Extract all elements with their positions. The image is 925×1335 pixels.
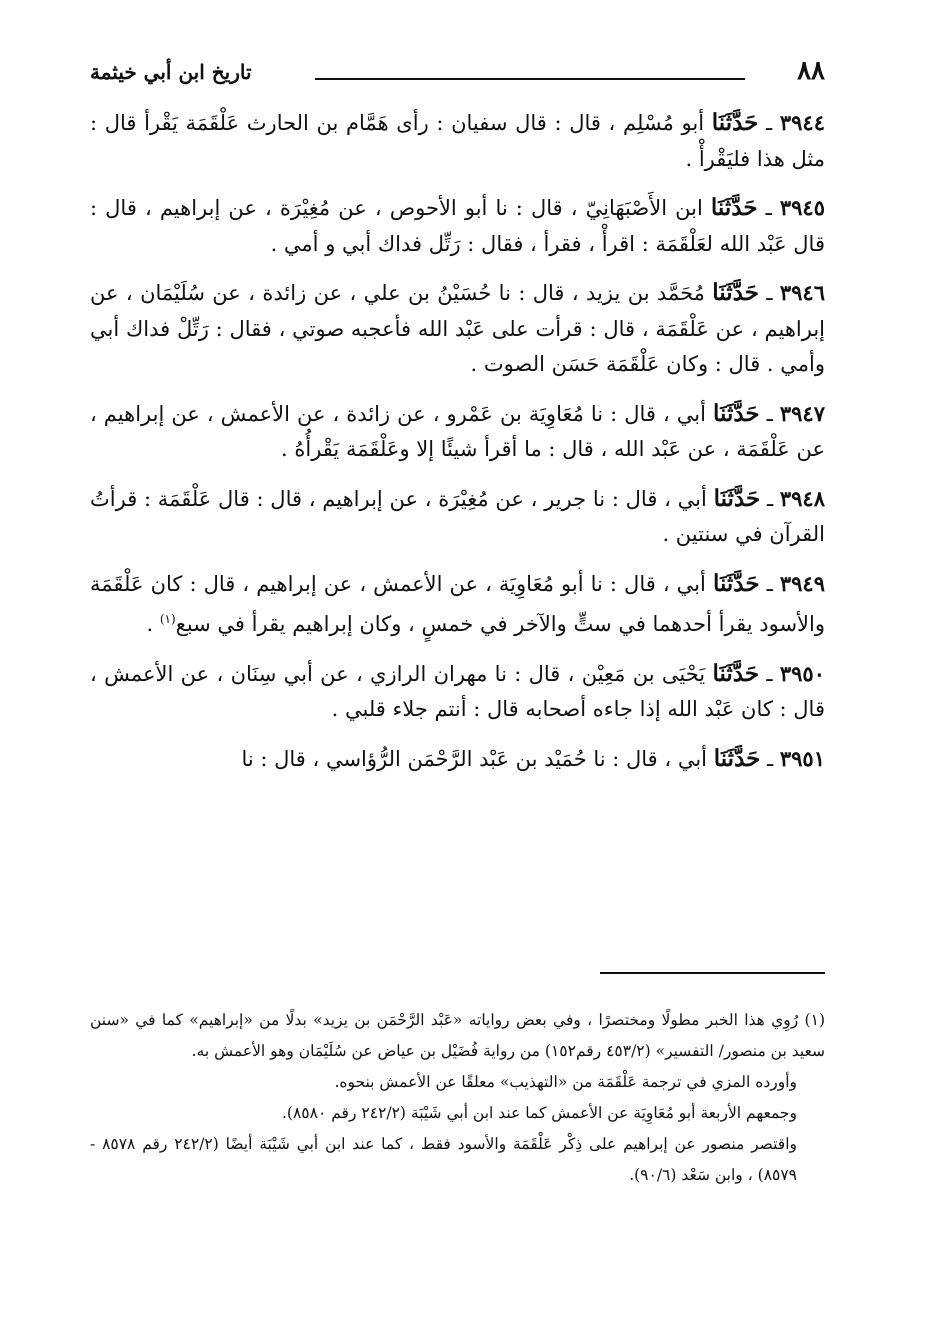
page-header bbox=[90, 56, 825, 96]
entry-text: مُحَمَّد بن يزيد ، قال : نا حُسَيْنُ بن علي ، عن زائدة ، عن سُلَيْمَان ، عن إبراهيم ، عن عَلْقَمَة ، قال : قرأت على عَبْد الله فأعجبه صوتي ، فقال : رَتِّلْ فداك أبي وأمي . قال : وكان عَلْقَمَة حَسَن الصوت . bbox=[90, 281, 825, 376]
hadith-entry: ٣٩٤٥ ـ حَدَّثَنَا ابن الأَصْبَهَانِيّ ، قال : نا أبو الأحوص ، عن مُغِيْرَة ، عن إبراهيم ، قال : قال عَبْد الله لعَلْقَمَة : اقرأْ ، فقرأ ، فقال : رَتِّل فداك أبي و أمي . bbox=[90, 194, 825, 256]
entry-number: ٣٩٤٧ bbox=[779, 400, 825, 426]
footnote-divider bbox=[600, 972, 825, 974]
entry-number: ٣٩٤٨ bbox=[779, 485, 825, 511]
entry-keyword: حَدَّثَنَا bbox=[712, 279, 759, 306]
entry-text: أبي ، قال : نا جرير ، عن مُغِيْرَة ، عن إبراهيم ، قال : قال عَلْقَمَة : قرأتُ القرآن في سنتين . bbox=[90, 486, 825, 546]
entry-text: أبو مُسْلِم ، قال : قال سفيان : رأى هَمَّام بن الحارث عَلْقَمَة يَقْرأ قال : مثل هذا فليَقْرأْ . bbox=[90, 111, 825, 171]
entry-keyword: حَدَّثَنَا bbox=[712, 659, 760, 687]
entry-text: أبي ، قال : نا مُعَاوِيَة بن عَمْرو ، عن زائدة ، عن الأعمش ، عن إبراهيم ، عن عَلْقَمَة ، عن عَبْد الله ، قال : ما أقرأ شيئًا إلا وعَلْقَمَة يَقْرأُهُ . bbox=[90, 401, 825, 461]
entry-number: ٣٩٤٤ bbox=[779, 110, 825, 135]
entry-keyword: حَدَّثَنَا bbox=[711, 109, 759, 136]
entry-keyword: حَدَّثَنَا bbox=[713, 484, 761, 512]
entry-number: ٣٩٥٠ bbox=[779, 660, 825, 686]
footnote-text: وجمعهم الأربعة أبو مُعَاوِيَة عن الأعمش كما عند ابن أبي شَيْبَة (٢٤٢/٢ رقم ٨٥٨٠). bbox=[282, 1104, 797, 1122]
entry-text: يَحْيَى بن مَعِيْن ، قال : نا مهران الرازي ، عن أبي سِنَان ، عن الأعمش ، قال : كان عَبْد الله إذا جاءه أصحابه قال : أنتم جلاء قلبي . bbox=[90, 661, 825, 721]
entry-text: أبي ، قال : نا حُمَيْد بن عَبْد الرَّحْمَن الرُّؤاسي ، قال : نا bbox=[241, 746, 708, 771]
page-number: ٨٨ bbox=[797, 56, 825, 86]
entry-number: ٣٩٥١ bbox=[779, 745, 825, 771]
entry-text: أبي ، قال : نا أبو مُعَاوِيَة ، عن الأعمش ، عن إبراهيم ، قال : كان عَلْقَمَة والأسود يقرأ أحدهما في ستٍّ والآخر في خمسٍ ، وكان إبراهيم يقرأ في سبع bbox=[90, 571, 825, 636]
footnote-text: وأورده المزي في ترجمة عَلْقَمَة من «التهذيب» معلقًا عن الأعمش بنحوه. bbox=[334, 1073, 797, 1091]
hadith-entry: ٣٩٤٦ ـ حَدَّثَنَا مُحَمَّد بن يزيد ، قال : نا حُسَيْنُ بن علي ، عن زائدة ، عن سُلَيْمَان ، عن إبراهيم ، عن عَلْقَمَة ، قال : قرأت على عَبْد الله فأعجبه صوتي ، فقال : رَتِّلْ فداك أبي وأمي . قال : وكان عَلْقَمَة حَسَن الصوت . bbox=[90, 279, 825, 376]
entry-number: ٣٩٤٦ bbox=[779, 280, 825, 305]
entry-keyword: حَدَّثَنَا bbox=[713, 744, 761, 772]
book-title: تاريخ ابن أبي خيثمة bbox=[90, 60, 252, 84]
entry-text: ابن الأَصْبَهَانِيّ ، قال : نا أبو الأحوص ، عن مُغِيْرَة ، عن إبراهيم ، قال : قال عَبْد الله لعَلْقَمَة : اقرأْ ، فقرأ ، فقال : رَتِّل فداك أبي و أمي . bbox=[90, 196, 825, 256]
header-divider bbox=[315, 78, 745, 80]
hadith-entry: ٣٩٤٩ ـ حَدَّثَنَا أبي ، قال : نا أبو مُعَاوِيَة ، عن الأعمش ، عن إبراهيم ، قال : كان عَلْقَمَة والأسود يقرأ أحدهما في ستٍّ والآخر في خمسٍ ، وكان إبراهيم يقرأ في سبع$^{(١)}$ . bbox=[90, 569, 825, 636]
entry-keyword: حَدَّثَنَا bbox=[713, 399, 760, 427]
footnote-reference[interactable]: (١) bbox=[159, 612, 176, 626]
hadith-entry: ٣٩٤٧ ـ حَدَّثَنَا أبي ، قال : نا مُعَاوِيَة بن عَمْرو ، عن زائدة ، عن الأعمش ، عن إبراهيم ، عن عَلْقَمَة ، عن عَبْد الله ، قال : ما أقرأ شيئًا إلا وعَلْقَمَة يَقْرأُهُ . bbox=[90, 399, 825, 461]
footnotes bbox=[90, 1005, 825, 1191]
entry-number: ٣٩٤٥ bbox=[779, 195, 825, 220]
main-text bbox=[90, 105, 825, 790]
entry-keyword: حَدَّثَنَا bbox=[712, 569, 760, 597]
hadith-entry: ٣٩٤٤ ـ حَدَّثَنَا أبو مُسْلِم ، قال : قال سفيان : رأى هَمَّام بن الحارث عَلْقَمَة يَقْرأ قال : مثل هذا فليَقْرأْ . bbox=[90, 109, 825, 171]
entry-keyword: حَدَّثَنَا bbox=[710, 194, 758, 221]
hadith-entry: ٣٩٥٠ ـ حَدَّثَنَا يَحْيَى بن مَعِيْن ، قال : نا مهران الرازي ، عن أبي سِنَان ، عن الأعمش ، قال : كان عَبْد الله إذا جاءه أصحابه قال : أنتم جلاء قلبي . bbox=[90, 659, 825, 721]
hadith-entry: ٣٩٤٨ ـ حَدَّثَنَا أبي ، قال : نا جرير ، عن مُغِيْرَة ، عن إبراهيم ، قال : قال عَلْقَمَة : قرأتُ القرآن في سنتين . bbox=[90, 484, 825, 546]
hadith-entry: ٣٩٥١ ـ حَدَّثَنَا أبي ، قال : نا حُمَيْد بن عَبْد الرَّحْمَن الرُّؤاسي ، قال : نا bbox=[241, 744, 825, 772]
footnote-text: واقتصر منصور عن إبراهيم على ذِكْر عَلْقَمَة والأسود فقط ، كما عند ابن أبي شَيْبَة أيضًا (٢٤٢/٢ رقم ٨٥٧٨ - ٨٥٧٩) ، وابن سَعْد (٩٠/٦). bbox=[90, 1135, 797, 1184]
entry-number: ٣٩٤٩ bbox=[779, 570, 825, 596]
footnote-text: (١) رُوِي هذا الخبر مطولًا ومختصرًا ، وفي بعض رواياته «عَبْد الرَّحْمَن بن يزيد» بدلًا من «إبراهيم» كما في «سنن سعيد بن منصور/ التفسير» (٤٥٣/٢ رقم١٥٢) من رواية فُضَيْل بن عياض عن سُلَيْمَان وهو الأعمش به. bbox=[90, 1011, 825, 1060]
